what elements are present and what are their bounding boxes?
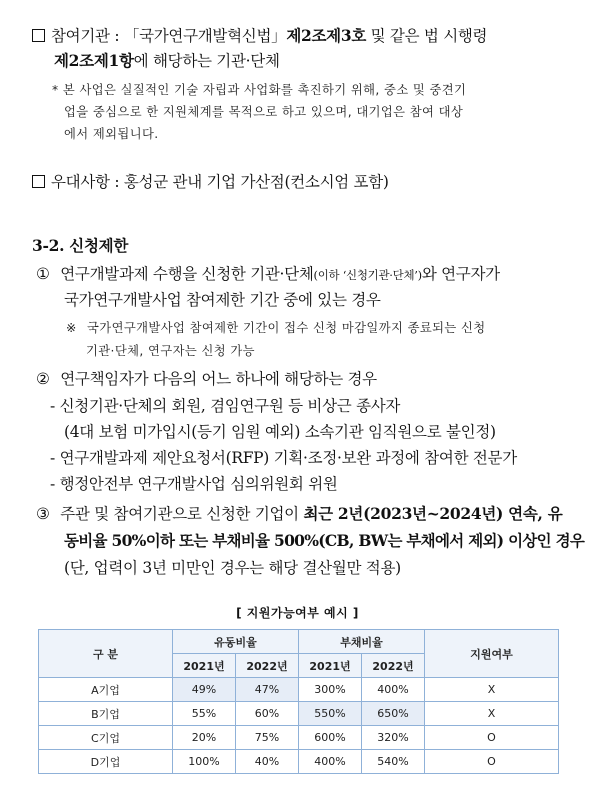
item2-text: 연구책임자가 다음의 어느 하나에 해당하는 경우 (60, 370, 377, 388)
table-row (39, 702, 559, 726)
item2-line-1 (36, 367, 377, 389)
reference-mark: ※ (66, 321, 77, 335)
item2-detail-1: - 신청기관·단체의 회원, 겸임연구원 등 비상근 종사자 (50, 397, 401, 415)
table-row (39, 750, 559, 774)
participant-text-2: 에 해당하는 기관·단체 (133, 52, 280, 70)
law-article-2: 제2조제1항 (54, 51, 134, 70)
item2-detail-1b: (4대 보험 미가입시(등기 임원 예외) 소속기관 임직원으로 불인정) (64, 423, 496, 441)
support-cell: O (425, 726, 559, 750)
item1-note-text: 국가연구개발사업 참여제한 기간이 접수 신청 마감일까지 종료되는 신청 (87, 321, 486, 335)
note-line-1: * 본 사업은 실질적인 기술 자립과 사업화를 촉진하기 위해, 중소 및 중견기 (52, 83, 467, 97)
table-cell: 100% (173, 750, 236, 774)
table-cell: 320% (362, 726, 425, 750)
item1-abbrev: (이하 ‘신청기관·단체’) (313, 268, 422, 282)
item1-note-line-2: 기관·단체, 연구자는 신청 가능 (86, 344, 255, 358)
support-cell: O (425, 750, 559, 774)
support-cell: X (425, 678, 559, 702)
preference-line (32, 170, 389, 192)
item2-marker: ② (36, 370, 50, 388)
item3-line-3: (단, 업력이 3년 미만인 경우는 해당 결산월만 적용) (64, 559, 401, 577)
item1-line-2: 국가연구개발사업 참여제한 기간 중에 있는 경우 (64, 291, 381, 309)
item3-line-2: 동비율 50%이하 또는 부채비율 500%(CB, BW는 부채에서 제외) 이상인 경우 (64, 531, 585, 550)
header-year: 2021년 (299, 654, 362, 678)
table-cell: 75% (236, 726, 299, 750)
table-caption: [ 지원가능여부 예시 ] (236, 606, 359, 620)
table-cell: 47% (236, 678, 299, 702)
table-cell: 55% (173, 702, 236, 726)
item1-text-1b: 와 연구자가 (421, 265, 500, 283)
header-support: 지원여부 (425, 630, 559, 678)
item1-marker: ① (36, 265, 50, 283)
table-cell: 550% (299, 702, 362, 726)
participant-line-1 (32, 24, 487, 46)
item2-detail-3: - 행정안전부 연구개발사업 심의위원회 위원 (50, 475, 338, 493)
table-cell: 20% (173, 726, 236, 750)
company-name: B기업 (39, 702, 173, 726)
table-cell: 60% (236, 702, 299, 726)
table-row (39, 678, 559, 702)
header-year: 2022년 (236, 654, 299, 678)
table-cell: 49% (173, 678, 236, 702)
table-cell: 40% (236, 750, 299, 774)
item3-bold-1: 최근 2년(2023년~2024년) 연속, 유 (303, 504, 563, 523)
table-cell: 400% (362, 678, 425, 702)
header-debt: 부채비율 (299, 630, 425, 654)
header-liquidity: 유동비율 (173, 630, 299, 654)
checkbox-square-icon (32, 29, 45, 42)
table-cell: 400% (299, 750, 362, 774)
header-gubun: 구 분 (39, 630, 173, 678)
table-cell: 600% (299, 726, 362, 750)
note-line-3: 에서 제외됩니다. (64, 127, 159, 141)
table-cell: 650% (362, 702, 425, 726)
item3-text-1: 주관 및 참여기관으로 신청한 기업이 (60, 505, 304, 523)
company-name: A기업 (39, 678, 173, 702)
header-year: 2021년 (173, 654, 236, 678)
checkbox-square-icon (32, 175, 45, 188)
item1-line-1 (36, 262, 500, 284)
item2-detail-2: - 연구개발과제 제안요청서(RFP) 기획·조정·보완 과정에 참여한 전문가 (50, 449, 517, 467)
item1-text-1: 연구개발과제 수행을 신청한 기관·단체 (60, 265, 314, 283)
table-cell: 540% (362, 750, 425, 774)
table-cell: 300% (299, 678, 362, 702)
table-row (39, 726, 559, 750)
item3-line-1 (36, 502, 562, 524)
company-name: D기업 (39, 750, 173, 774)
law-article-1: 제2조제3호 (286, 26, 366, 45)
header-year: 2022년 (362, 654, 425, 678)
preference-text: 우대사항 : 홍성군 관내 기업 가산점(컨소시엄 포함) (51, 173, 389, 191)
item3-marker: ③ (36, 505, 50, 523)
section-heading: 3-2. 신청제한 (32, 236, 128, 255)
participant-line-2 (54, 49, 280, 71)
support-cell: X (425, 702, 559, 726)
item1-note-line-1 (66, 318, 486, 336)
support-eligibility-table (38, 629, 559, 774)
participant-text-1: 및 같은 법 시행령 (366, 27, 488, 45)
note-line-2: 업을 중심으로 한 지원체계를 목적으로 하고 있으며, 대기업은 참여 대상 (64, 105, 464, 119)
company-name: C기업 (39, 726, 173, 750)
participant-label: 참여기관 : 「국가연구개발혁신법」 (51, 27, 287, 45)
